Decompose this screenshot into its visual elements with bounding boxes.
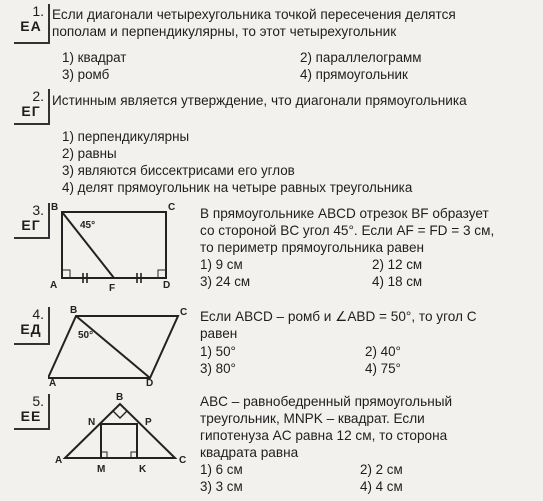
- label-B: B: [116, 392, 124, 403]
- label-F: F: [109, 283, 116, 292]
- question-1-text: Если диагонали четырехугольника точкой пересечения делятся пополам и перпендикулярны, то этот четырехугольник: [52, 7, 456, 39]
- q2-option-2: 2) равны: [62, 146, 117, 161]
- label-D: D: [163, 280, 171, 291]
- rectangle-figure: [48, 198, 188, 292]
- q5-option-2: 2) 2 см: [360, 462, 403, 477]
- label-B: B: [51, 202, 59, 213]
- question-2-number: 2.: [32, 88, 44, 104]
- q2-option-4: 4) делят прямоугольник на четыре равных треугольника: [62, 180, 413, 195]
- q5-option-4: 4) 4 см: [360, 479, 403, 494]
- q4-option-3: 3) 80°: [200, 361, 236, 376]
- question-5-text: ABC – равнобедренный прямоугольный треугольник, MNPK – квадрат. Если гипотенуза AC равна 12 см, то сторона квадрата равна: [200, 394, 453, 460]
- question-5-code: ЕЕ: [20, 407, 42, 424]
- label-C: C: [179, 455, 187, 466]
- rhombus-figure: [48, 302, 193, 388]
- question-2-code: ЕГ: [21, 102, 41, 119]
- label-M: M: [97, 464, 106, 475]
- angle-label: 50°: [78, 330, 94, 341]
- q5-option-1: 1) 6 см: [200, 462, 243, 477]
- question-1-number: 1.: [32, 3, 44, 19]
- q4-option-4: 4) 75°: [365, 361, 401, 376]
- q2-option-3: 3) являются биссектрисами его углов: [62, 163, 295, 178]
- label-A: A: [49, 378, 57, 388]
- label-B: B: [70, 305, 78, 316]
- label-C: C: [180, 307, 188, 318]
- label-P: P: [145, 417, 152, 428]
- q1-option-2: 2) параллелограмм: [300, 50, 422, 65]
- label-C: C: [168, 202, 176, 213]
- question-2-tag: [14, 89, 50, 125]
- question-3-tag: [14, 203, 50, 239]
- q5-option-3: 3) 3 см: [200, 479, 243, 494]
- triangle-square-figure: [55, 390, 195, 480]
- label-A: A: [50, 280, 58, 291]
- question-5-number: 5.: [32, 393, 44, 409]
- label-A: A: [55, 455, 63, 466]
- question-1-code: ЕА: [20, 17, 42, 34]
- q1-option-3: 3) ромб: [62, 67, 110, 82]
- question-3-code: ЕГ: [21, 216, 41, 233]
- question-4-text: Если ABCD – ромб и ∠ABD = 50°, то угол C равен: [200, 309, 477, 341]
- q3-option-3: 3) 24 см: [200, 274, 251, 289]
- label-D: D: [146, 378, 154, 388]
- question-5-tag: [14, 394, 50, 430]
- angle-label: 45°: [80, 220, 96, 231]
- q1-option-1: 1) квадрат: [62, 50, 127, 65]
- q1-option-4: 4) прямоугольник: [300, 67, 408, 82]
- question-1-tag: [14, 4, 50, 44]
- q2-option-1: 1) перпендикулярны: [62, 129, 190, 144]
- question-4-number: 4.: [32, 306, 44, 322]
- label-K: K: [139, 464, 147, 475]
- q4-option-1: 1) 50°: [200, 344, 236, 359]
- label-N: N: [88, 417, 96, 428]
- question-3-text: В прямоугольнике ABCD отрезок BF образует со стороной BC угол 45°. Если AF = FD = 3 см, то периметр прямоугольника равен: [200, 206, 495, 255]
- q4-option-2: 2) 40°: [365, 344, 401, 359]
- question-4-code: ЕД: [20, 320, 42, 337]
- q3-option-4: 4) 18 см: [372, 274, 423, 289]
- question-3-number: 3.: [32, 202, 44, 218]
- question-4-tag: [14, 307, 50, 345]
- question-2-text: Истинным является утверждение, что диагонали прямоугольника: [52, 93, 467, 108]
- q3-option-1: 1) 9 см: [200, 257, 243, 272]
- q3-option-2: 2) 12 см: [372, 257, 423, 272]
